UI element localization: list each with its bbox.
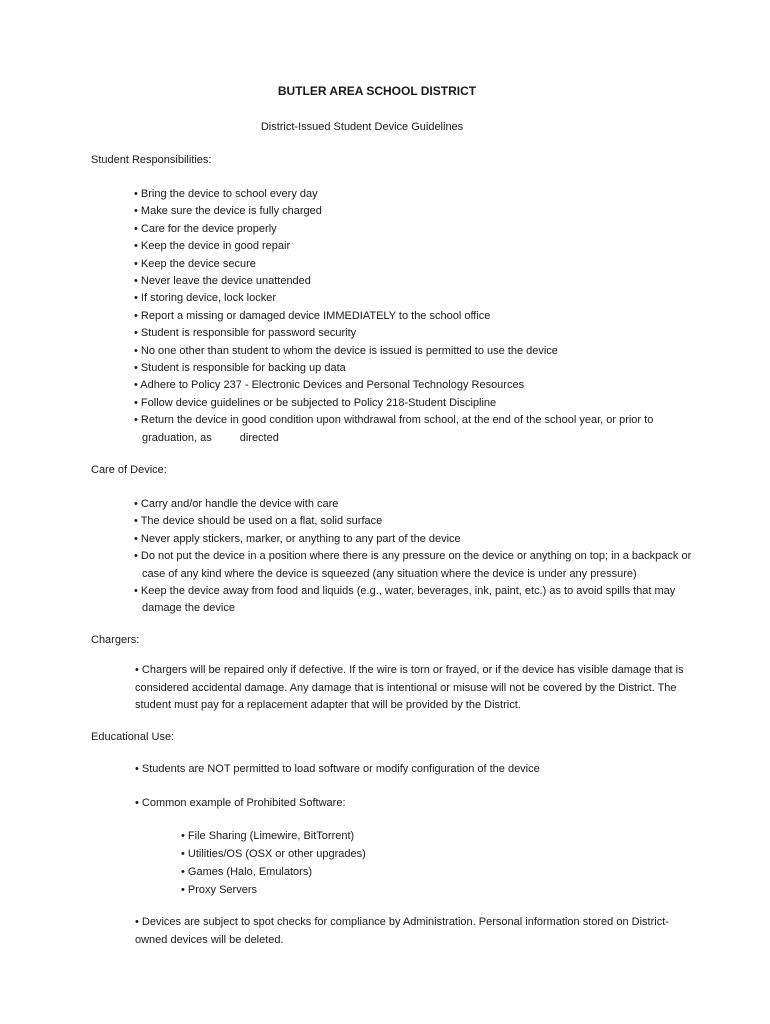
list-item: • Keep the device secure (134, 257, 256, 270)
list-item: • Never leave the device unattended (134, 275, 311, 288)
list-item: • Student is responsible for backing up data (134, 362, 346, 375)
list-item: • Report a missing or damaged device IMMEDIATELY to the school office (134, 309, 491, 322)
section-heading-care: Care of Device: (91, 464, 167, 476)
list-item-tail: directed (239, 431, 279, 444)
chargers-paragraph: • Chargers will be repaired only if defective. If the wire is torn or frayed, or if the device has visible damage that is considered accidental damage. Any damage that is intentional or misuse will not be covered by the District. The student must pay for a replacement adapter that will be provided by the District. (135, 664, 684, 711)
list-item-text: • Return the device in good condition upon withdrawal from school, at the end of the school year, or prior to graduation, as (134, 414, 654, 444)
list-item: • Keep the device in good repair (134, 240, 291, 253)
prohibited-software-list (181, 827, 366, 899)
list-item: • Care for the device properly (134, 222, 277, 235)
document-title: BUTLER AREA SCHOOL DISTRICT (277, 84, 477, 98)
section-heading-responsibilities: Student Responsibilities: (91, 154, 212, 166)
list-item: • Bring the device to school every day (134, 188, 318, 200)
list-item: • No one other than student to whom the device is issued is permitted to use the device (134, 344, 558, 357)
no-software-item: • Students are NOT permitted to load software or modify configuration of the device (135, 763, 540, 775)
prohibited-software-heading: • Common example of Prohibited Software: (135, 797, 346, 809)
care-list (134, 496, 694, 618)
list-item: • Do not put the device in a position where there is any pressure on the device or anything on top; in a backpack or case of any kind where the device is squeezed (any situation where the device is under any pressure) (134, 550, 692, 580)
document-subtitle: District-Issued Student Device Guidelines (260, 121, 464, 133)
responsibilities-list (134, 186, 694, 447)
list-item: • Proxy Servers (181, 884, 257, 896)
section-heading-educational: Educational Use: (91, 731, 175, 743)
list-item: • File Sharing (Limewire, BitTorrent) (181, 830, 355, 842)
list-item: • Make sure the device is fully charged (134, 205, 322, 218)
list-item: • Games (Halo, Emulators) (181, 866, 312, 878)
list-item: • The device should be used on a flat, solid surface (134, 515, 383, 528)
list-item: • Keep the device away from food and liquids (e.g., water, beverages, ink, paint, etc.) as to avoid spills that may damage the device (134, 585, 676, 615)
section-heading-chargers: Chargers: (91, 634, 140, 646)
list-item: • Adhere to Policy 237 - Electronic Devices and Personal Technology Resources (134, 379, 525, 392)
spot-checks-paragraph: • Devices are subject to spot checks for compliance by Administration. Personal information stored on District-owned devices will be deleted. (135, 916, 669, 946)
list-item: • If storing device, lock locker (134, 292, 277, 305)
list-item: • Utilities/OS (OSX or other upgrades) (181, 848, 366, 860)
list-item: • Student is responsible for password security (134, 327, 357, 340)
list-item (134, 412, 694, 447)
list-item: • Never apply stickers, marker, or anything to any part of the device (134, 532, 461, 545)
list-item: • Carry and/or handle the device with care (134, 498, 339, 510)
list-item: • Follow device guidelines or be subjected to Policy 218-Student Discipline (134, 396, 497, 409)
